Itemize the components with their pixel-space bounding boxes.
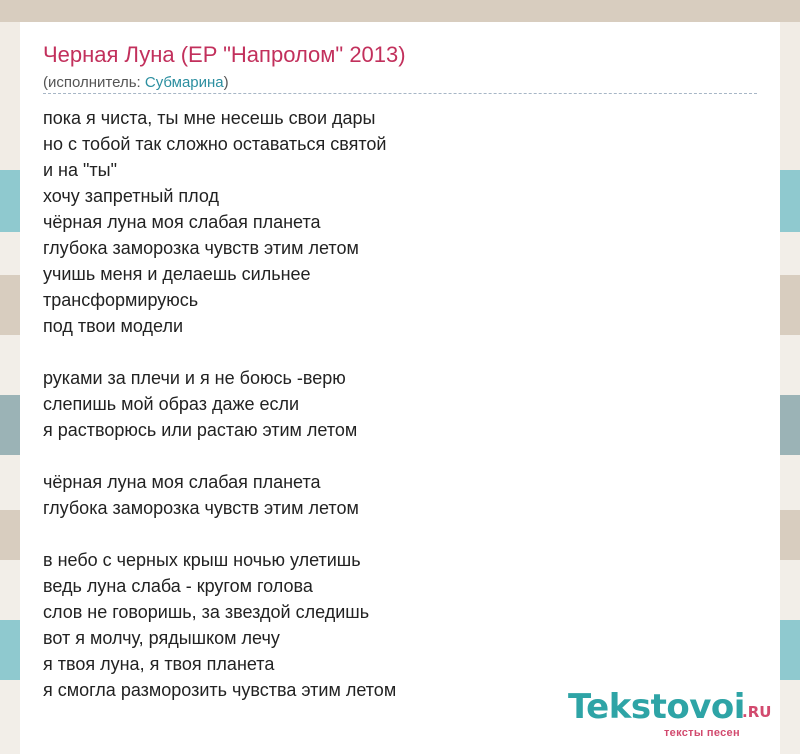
lyric-line: я смогла разморозить чувства этим летом xyxy=(43,680,397,700)
stanza-gap xyxy=(43,443,396,469)
bg-stripe xyxy=(0,0,800,22)
lyric-line: глубока заморозка чувств этим летом xyxy=(43,498,359,518)
lyric-line: чёрная луна моя слабая планета xyxy=(43,472,321,492)
logo-wordmark: Tekstovoi xyxy=(568,687,745,727)
lyrics-text xyxy=(43,105,396,703)
lyric-line: хочу запретный плод xyxy=(43,186,219,206)
lyric-line: чёрная луна моя слабая планета xyxy=(43,212,321,232)
lyric-line: я растворюсь или растаю этим летом xyxy=(43,420,358,440)
lyric-line: слепишь мой образ даже если xyxy=(43,394,300,414)
lyric-line: трансформируюсь xyxy=(43,290,199,310)
logo-tagline: тексты песен xyxy=(664,727,740,739)
title-divider xyxy=(43,93,757,94)
artist-suffix: ) xyxy=(223,74,229,91)
lyric-line: в небо с черных крыш ночью улетишь xyxy=(43,550,361,570)
lyrics-card xyxy=(20,22,780,754)
stanza-gap xyxy=(43,521,396,547)
lyric-line: руками за плечи и я не боюсь -верю xyxy=(43,368,346,388)
logo-domain: .RU xyxy=(742,703,772,721)
page-title: Черная Луна (EP "Напролом" 2013) xyxy=(43,42,406,67)
lyric-line: я твоя луна, я твоя планета xyxy=(43,654,275,674)
lyric-line: и на "ты" xyxy=(43,160,117,180)
lyric-line: слов не говоришь, за звездой следишь xyxy=(43,602,370,622)
stanza-gap xyxy=(43,339,396,365)
lyric-line: учишь меня и делаешь сильнее xyxy=(43,264,311,284)
artist-prefix: (исполнитель: xyxy=(43,74,145,91)
lyric-line: пока я чиста, ты мне несешь свои дары xyxy=(43,108,376,128)
artist-line xyxy=(43,74,229,91)
lyric-line: но с тобой так сложно оставаться святой xyxy=(43,134,387,154)
lyric-line: ведь луна слаба - кругом голова xyxy=(43,576,313,596)
artist-link[interactable]: Субмарина xyxy=(144,74,224,91)
lyric-line: под твои модели xyxy=(43,316,184,336)
lyric-line: вот я молчу, рядышком лечу xyxy=(43,628,280,648)
tekstovoi-logo[interactable] xyxy=(568,687,778,747)
lyric-line: глубока заморозка чувств этим летом xyxy=(43,238,359,258)
